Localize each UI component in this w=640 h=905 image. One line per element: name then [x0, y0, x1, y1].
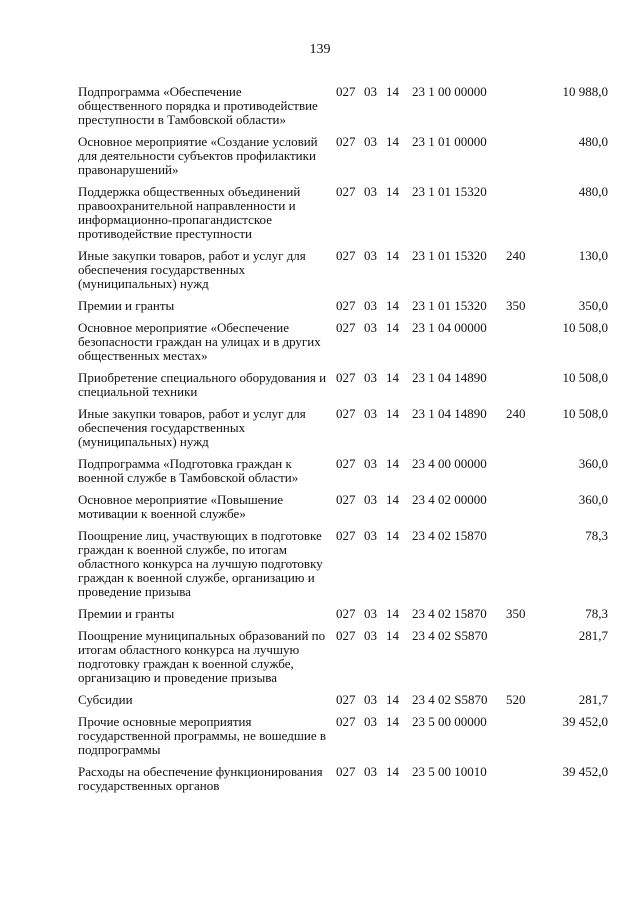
table-row — [78, 299, 608, 321]
row-subsection-code: 14 — [386, 714, 399, 729]
table-row — [78, 249, 608, 299]
row-amount: 10 508,0 — [562, 370, 608, 385]
row-amount: 281,7 — [578, 692, 608, 707]
row-amount: 480,0 — [578, 184, 608, 199]
row-target-article: 23 1 01 15320 — [412, 184, 487, 199]
row-subsection-code: 14 — [386, 248, 399, 263]
row-ved-code: 027 — [336, 456, 356, 471]
row-expense-type — [506, 371, 546, 407]
row-expense-type — [506, 135, 546, 185]
row-expense-type: 240 — [506, 406, 526, 421]
row-section-code: 03 — [364, 406, 377, 421]
row-expense-type — [506, 457, 546, 493]
row-section-code: 03 — [364, 456, 377, 471]
row-expense-type: 520 — [506, 692, 526, 707]
row-ved-code: 027 — [336, 492, 356, 507]
row-target-article: 23 1 01 00000 — [412, 134, 487, 149]
row-subsection-code: 14 — [386, 320, 399, 335]
row-ved-code: 027 — [336, 134, 356, 149]
row-expense-type: 350 — [506, 606, 526, 621]
row-amount: 480,0 — [578, 134, 608, 149]
row-target-article: 23 4 02 S5870 — [412, 692, 488, 707]
row-name: Иные закупки товаров, работ и услуг для обеспечения государственных (муниципальных) нужд — [78, 406, 306, 449]
table-row — [78, 407, 608, 457]
table-row — [78, 607, 608, 629]
row-section-code: 03 — [364, 320, 377, 335]
row-name: Расходы на обеспечение функционирования государственных органов — [78, 764, 323, 793]
row-target-article: 23 1 04 14890 — [412, 406, 487, 421]
row-name: Основное мероприятие «Обеспечение безопасности граждан на улицах и в других общественных местах» — [78, 320, 321, 363]
row-expense-type — [506, 185, 546, 249]
row-target-article: 23 1 04 14890 — [412, 370, 487, 385]
row-amount: 10 508,0 — [562, 320, 608, 335]
row-name: Иные закупки товаров, работ и услуг для обеспечения государственных (муниципальных) нужд — [78, 248, 306, 291]
row-amount: 39 452,0 — [562, 764, 608, 779]
row-expense-type — [506, 529, 546, 607]
row-amount: 130,0 — [578, 248, 608, 263]
row-ved-code: 027 — [336, 528, 356, 543]
row-target-article: 23 4 00 00000 — [412, 456, 487, 471]
row-ved-code: 027 — [336, 298, 356, 313]
row-ved-code: 027 — [336, 406, 356, 421]
budget-table — [78, 85, 608, 801]
row-subsection-code: 14 — [386, 692, 399, 707]
row-section-code: 03 — [364, 628, 377, 643]
table-row — [78, 85, 608, 135]
row-amount: 360,0 — [578, 492, 608, 507]
table-row — [78, 135, 608, 185]
row-expense-type: 350 — [506, 298, 526, 313]
row-ved-code: 027 — [336, 628, 356, 643]
row-name: Премии и гранты — [78, 298, 175, 313]
row-expense-type: 240 — [506, 248, 526, 263]
row-subsection-code: 14 — [386, 370, 399, 385]
row-name: Поддержка общественных объединений правоохранительной направленности и информационно-пропагандистское противодействие преступности — [78, 184, 301, 241]
row-section-code: 03 — [364, 714, 377, 729]
row-target-article: 23 4 02 00000 — [412, 492, 487, 507]
table-row — [78, 715, 608, 765]
row-target-article: 23 5 00 00000 — [412, 714, 487, 729]
table-row — [78, 185, 608, 249]
row-subsection-code: 14 — [386, 406, 399, 421]
row-name: Субсидии — [78, 692, 133, 707]
row-ved-code: 027 — [336, 764, 356, 779]
row-amount: 10 508,0 — [562, 406, 608, 421]
row-section-code: 03 — [364, 298, 377, 313]
page-number: 139 — [309, 42, 331, 57]
row-subsection-code: 14 — [386, 528, 399, 543]
table-row — [78, 493, 608, 529]
row-name: Приобретение специального оборудования и специальной техники — [78, 370, 327, 399]
row-expense-type — [506, 765, 546, 801]
table-row — [78, 629, 608, 693]
row-section-code: 03 — [364, 528, 377, 543]
row-section-code: 03 — [364, 134, 377, 149]
row-amount: 39 452,0 — [562, 714, 608, 729]
row-target-article: 23 4 02 S5870 — [412, 628, 488, 643]
row-subsection-code: 14 — [386, 298, 399, 313]
row-expense-type — [506, 629, 546, 693]
row-section-code: 03 — [364, 370, 377, 385]
row-section-code: 03 — [364, 84, 377, 99]
row-target-article: 23 1 01 15320 — [412, 298, 487, 313]
row-name: Подпрограмма «Обеспечение общественного порядка и противодействие преступности в Тамбовской области» — [78, 84, 318, 127]
row-expense-type — [506, 321, 546, 371]
row-amount: 78,3 — [585, 528, 608, 543]
row-ved-code: 027 — [336, 184, 356, 199]
row-amount: 281,7 — [578, 628, 608, 643]
row-expense-type — [506, 85, 546, 135]
row-name: Основное мероприятие «Создание условий для деятельности субъектов профилактики правонарушений» — [78, 134, 318, 177]
row-section-code: 03 — [364, 606, 377, 621]
table-row — [78, 693, 608, 715]
table-body — [78, 85, 608, 801]
row-amount: 350,0 — [578, 298, 608, 313]
row-expense-type — [506, 493, 546, 529]
row-name: Премии и гранты — [78, 606, 175, 621]
table-row — [78, 765, 608, 801]
row-ved-code: 027 — [336, 248, 356, 263]
row-expense-type — [506, 715, 546, 765]
row-subsection-code: 14 — [386, 492, 399, 507]
row-amount: 10 988,0 — [562, 84, 608, 99]
table-row — [78, 321, 608, 371]
row-name: Поощрение муниципальных образований по итогам областного конкурса на лучшую подготовку граждан к военной службе, организацию и проведение призыва — [78, 628, 326, 685]
row-subsection-code: 14 — [386, 184, 399, 199]
row-name: Подпрограмма «Подготовка граждан к военной службе в Тамбовской области» — [78, 456, 299, 485]
row-ved-code: 027 — [336, 320, 356, 335]
row-ved-code: 027 — [336, 606, 356, 621]
row-ved-code: 027 — [336, 370, 356, 385]
row-subsection-code: 14 — [386, 456, 399, 471]
row-section-code: 03 — [364, 248, 377, 263]
row-section-code: 03 — [364, 492, 377, 507]
row-section-code: 03 — [364, 184, 377, 199]
row-target-article: 23 1 00 00000 — [412, 84, 487, 99]
table-row — [78, 457, 608, 493]
row-target-article: 23 1 01 15320 — [412, 248, 487, 263]
row-ved-code: 027 — [336, 692, 356, 707]
row-section-code: 03 — [364, 692, 377, 707]
row-target-article: 23 5 00 10010 — [412, 764, 487, 779]
row-ved-code: 027 — [336, 714, 356, 729]
row-subsection-code: 14 — [386, 628, 399, 643]
row-subsection-code: 14 — [386, 606, 399, 621]
row-target-article: 23 4 02 15870 — [412, 606, 487, 621]
row-name: Прочие основные мероприятия государственной программы, не вошедшие в подпрограммы — [78, 714, 327, 757]
row-name: Основное мероприятие «Повышение мотивации к военной службе» — [78, 492, 284, 521]
table-row — [78, 371, 608, 407]
row-section-code: 03 — [364, 764, 377, 779]
row-target-article: 23 1 04 00000 — [412, 320, 487, 335]
row-amount: 360,0 — [578, 456, 608, 471]
row-ved-code: 027 — [336, 84, 356, 99]
row-subsection-code: 14 — [386, 764, 399, 779]
row-name: Поощрение лиц, участвующих в подготовке граждан к военной службе, по итогам областного конкурса на лучшую подготовку граждан к военной службе, организацию и проведение призыва — [78, 528, 323, 599]
table-row — [78, 529, 608, 607]
row-subsection-code: 14 — [386, 134, 399, 149]
row-target-article: 23 4 02 15870 — [412, 528, 487, 543]
row-amount: 78,3 — [585, 606, 608, 621]
row-subsection-code: 14 — [386, 84, 399, 99]
